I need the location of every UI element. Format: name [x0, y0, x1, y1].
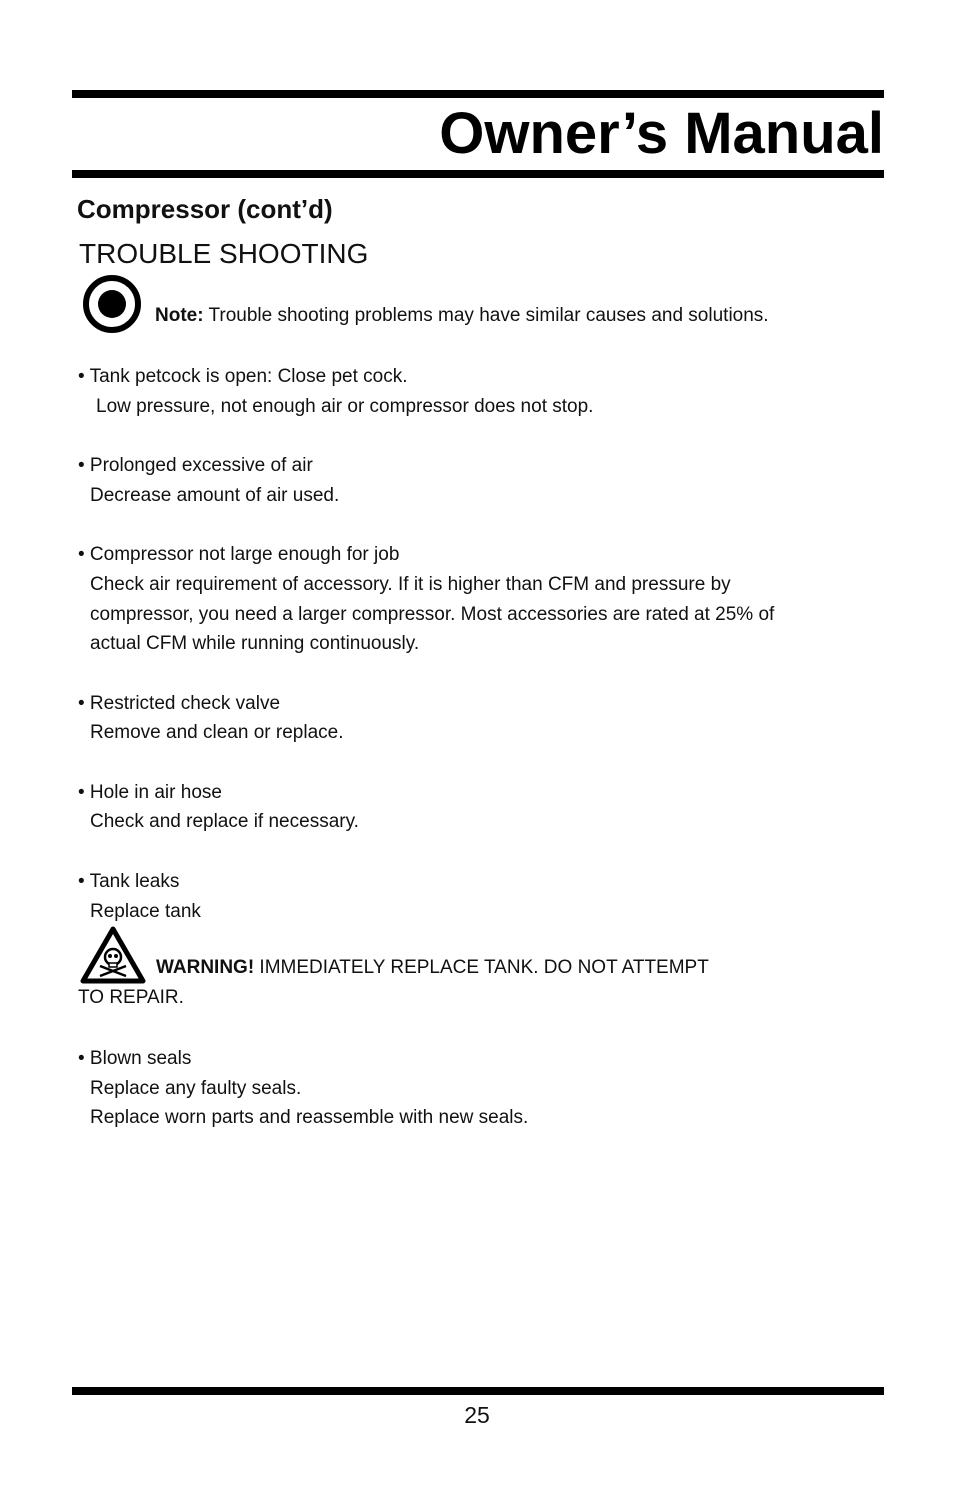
list-item	[78, 362, 878, 421]
list-item	[78, 778, 878, 837]
list-item	[78, 867, 878, 926]
section-heading: Compressor (cont’d)	[77, 194, 333, 224]
problem-text: • Blown seals	[78, 1048, 192, 1069]
footer-rule	[72, 1387, 884, 1395]
problem-text: • Tank petcock is open: Close pet cock.	[78, 366, 408, 387]
solution-text: Check and replace if necessary.	[90, 811, 359, 833]
list-item	[78, 689, 878, 748]
trouble-list-continued	[78, 1044, 878, 1163]
solution-text: Replace tank	[90, 900, 201, 922]
solution-text: actual CFM while running continuously.	[90, 633, 420, 655]
warning-text-line1	[156, 955, 709, 981]
solution-text: Decrease amount of air used.	[90, 484, 340, 506]
solution-text: Replace any faulty seals.	[90, 1077, 302, 1099]
trouble-list	[78, 362, 878, 956]
page-title: Owner’s Manual	[439, 101, 884, 166]
solution-text: Remove and clean or replace.	[90, 722, 344, 744]
problem-text: • Tank leaks	[78, 870, 180, 892]
header-bottom-rule	[72, 170, 884, 178]
solution-text: Low pressure, not enough air or compressor does not stop.	[96, 395, 594, 417]
skull-warning-icon	[80, 926, 146, 984]
problem-text: • Compressor not large enough for job	[78, 544, 400, 566]
warning-label: WARNING!	[156, 957, 255, 978]
problem-text: • Hole in air hose	[78, 781, 222, 803]
note-target-icon	[82, 274, 142, 334]
problem-text: • Prolonged excessive of air	[78, 455, 313, 477]
header-top-rule	[72, 90, 884, 98]
warning-text-line2: TO REPAIR.	[78, 987, 184, 1008]
solution-text: compressor, you need a larger compressor. Most accessories are rated at 25% of	[90, 603, 775, 625]
list-item	[78, 540, 878, 659]
solution-text: Check air requirement of accessory. If it is higher than CFM and pressure by	[90, 573, 731, 595]
section-subheading: TROUBLE SHOOTING	[79, 238, 369, 269]
problem-text: • Restricted check valve	[78, 692, 281, 714]
page-number: 25	[464, 1402, 490, 1428]
note-body: Trouble shooting problems may have similar causes and solutions.	[203, 305, 769, 326]
list-item	[78, 1044, 878, 1133]
list-item	[78, 451, 878, 510]
warning-block	[78, 926, 878, 1016]
note-label: Note:	[155, 305, 204, 326]
note-text	[155, 303, 769, 329]
warning-body: IMMEDIATELY REPLACE TANK. DO NOT ATTEMPT	[254, 957, 709, 978]
solution-text: Replace worn parts and reassemble with new seals.	[90, 1107, 529, 1129]
